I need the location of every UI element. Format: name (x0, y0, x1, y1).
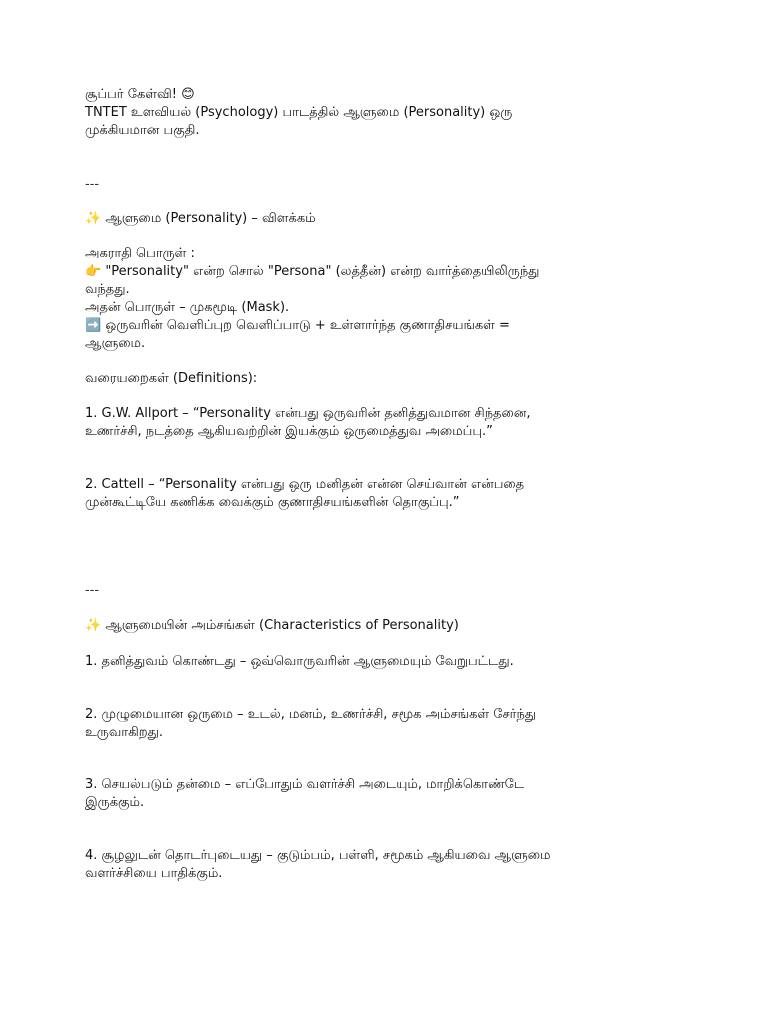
characteristic-3-line-1: 3. செயல்படும் தன்மை – எப்போதும் வளர்ச்சி அடையும், மாறிக்கொண்டே (85, 777, 525, 792)
intro-heading: சூப்பர் கேள்வி! 😊 (85, 87, 195, 102)
separator-1: --- (85, 177, 100, 192)
definition-2-line-2: முன்கூட்டியே கணிக்க வைக்கும் குணாதிசயங்களின் தொகுப்பு.” (85, 495, 460, 510)
summary-line-2: ஆளுமை. (85, 336, 146, 351)
separator-2: --- (85, 583, 100, 598)
characteristic-4-line-2: வளர்ச்சியை பாதிக்கும். (85, 866, 223, 881)
section1-title: ✨ ஆளுமை (Personality) – விளக்கம் (85, 211, 316, 226)
dictionary-line-2: வந்தது. (85, 282, 130, 297)
characteristic-1: 1. தனித்துவம் கொண்டது – ஒவ்வொருவரின் ஆளுமையும் வேறுபட்டது. (85, 654, 514, 669)
characteristic-3-line-2: இருக்கும். (85, 795, 145, 810)
characteristic-2-line-1: 2. முழுமையான ஒருமை – உடல், மனம், உணர்ச்சி, சமூக அம்சங்கள் சேர்ந்து (85, 707, 537, 722)
characteristic-4-line-1: 4. சூழலுடன் தொடர்புடையது – குடும்பம், பள்ளி, சமூகம் ஆகியவை ஆளுமை (85, 848, 551, 863)
intro-line-2: முக்கியமான பகுதி. (85, 123, 200, 138)
definition-2-line-1: 2. Cattell – “Personality என்பது ஒரு மனிதன் என்ன செய்வான் என்பதை (85, 477, 525, 492)
definition-1-line-2: உணர்ச்சி, நடத்தை ஆகியவற்றின் இயக்கும் ஒருமைத்துவ அமைப்பு.” (85, 424, 493, 439)
dictionary-label: அகராதி பொருள் : (85, 246, 195, 261)
section2-title: ✨ ஆளுமையின் அம்சங்கள் (Characteristics of Personality) (85, 618, 459, 633)
summary-line-1: ➡️ ஒருவரின் வெளிப்புற வெளிப்பாடு + உள்ளார்ந்த குணாதிசயங்கள் = (85, 318, 510, 333)
definitions-label: வரையறைகள் (Definitions): (85, 371, 258, 386)
intro-line-1: TNTET உளவியல் (Psychology) பாடத்தில் ஆளுமை (Personality) ஒரு (85, 105, 513, 120)
characteristic-2-line-2: உருவாகிறது. (85, 725, 163, 740)
definition-1-line-1: 1. G.W. Allport – “Personality என்பது ஒருவரின் தனித்துவமான சிந்தனை, (85, 406, 531, 421)
meaning-line: அதன் பொருள் – முகமூடி (Mask). (85, 300, 290, 315)
dictionary-line-1: 👉 "Personality" என்ற சொல் "Persona" (லத்தீன்) என்ற வார்த்தையிலிருந்து (85, 264, 540, 279)
